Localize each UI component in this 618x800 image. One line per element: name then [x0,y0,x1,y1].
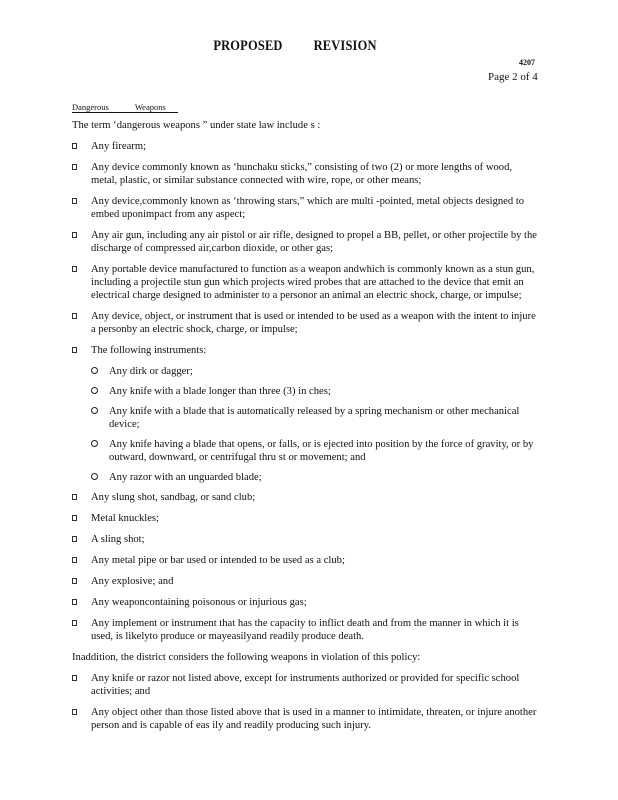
bullet-box-icon [72,578,77,584]
bullet-box-icon [72,675,77,681]
list-item: Any portable device manufactured to function as a weapon andwhich is commonly known as a stun gun, including a projectile stun gun which projects wired probes that are attached to the device that emit an electrical charge designed to administer to a personor an animal an electric shock, charge, or impulse; [72,263,538,302]
list-item: Any device commonly known as ‘hunchaku sticks,” consisting of two (2) or more lengths of wood, metal, plastic, or similar substance connected with wire, rope, or other means; [72,161,538,187]
intro-text: The term ‘dangerous weapons ” under state law include s : [72,120,321,131]
sub-list-item: Any dirk or dagger; [72,365,538,378]
list-item: Any air gun, including any air pistol or air rifle, designed to propel a BB, pellet, or other projectile by the discharge of compressed air,carbon dioxide, or other gas; [72,229,538,255]
title-word-revision: REVISION [313,38,377,54]
bullet-box-icon [72,599,77,605]
sub-list-item: Any knife having a blade that opens, or falls, or is ejected into position by the force of gravity, or by outward, downward, or centrifugal thru st or movement; and [72,438,538,464]
list-item: Any knife or razor not listed above, except for instruments authorized or provided for specific school activities; and [72,672,538,698]
list-item: Any device, object, or instrument that is used or intended to be used as a weapon with the intent to injure a personby an electric shock, charge, or impulse; [72,310,538,336]
circle-bullet-icon [91,473,98,480]
section-heading: Dangerous Weapons [72,102,178,113]
document-body [72,101,538,732]
sub-list-item: Any razor with an unguarded blade; [72,471,538,484]
list-item: The following instruments: [72,344,538,357]
addition-intro: Inaddition, the district considers the following weapons in violation of this policy: [72,652,421,663]
sub-list-item: Any knife with a blade that is automatically released by a spring mechanism or other mechanical device; [72,405,538,431]
list-item: A sling shot; [72,533,538,546]
circle-bullet-icon [91,367,98,374]
bullet-box-icon [72,164,77,170]
bullet-box-icon [72,709,77,715]
list-item: Any device,commonly known as ‘throwing stars,” which are multi -pointed, metal objects designed to embed uponimpact from any aspect; [72,195,538,221]
list-item: Any object other than those listed above that is used in a manner to intimidate, threaten, or injure another person and is capable of eas ily and readily producing such injury. [72,706,538,732]
policy-code: 4207 [519,58,535,67]
page-number: Page 2 of 4 [488,71,538,83]
bullet-box-icon [72,494,77,500]
list-item: Any explosive; and [72,575,538,588]
list-item: Any metal pipe or bar used or intended to be used as a club; [72,554,538,567]
list-item: Any weaponcontaining poisonous or injurious gas; [72,596,538,609]
bullet-box-icon [72,620,77,626]
page-title [41,38,548,55]
list-item: Any firearm; [72,140,538,153]
list-item: Any implement or instrument that has the capacity to inflict death and from the manner in which it is used, is likelyto produce or mayeasilyand readily produce death. [72,617,538,643]
bullet-box-icon [72,266,77,272]
list-item: Any slung shot, sandbag, or sand club; [72,491,538,504]
circle-bullet-icon [91,407,98,414]
title-word-proposed: PROPOSED [213,38,283,54]
bullet-box-icon [72,347,77,353]
sub-list-item: Any knife with a blade longer than three (3) in ches; [72,385,538,398]
bullet-box-icon [72,536,77,542]
list-item: Metal knuckles; [72,512,538,525]
bullet-box-icon [72,232,77,238]
bullet-box-icon [72,143,77,149]
bullet-box-icon [72,515,77,521]
circle-bullet-icon [91,387,98,394]
bullet-box-icon [72,557,77,563]
circle-bullet-icon [91,440,98,447]
bullet-box-icon [72,313,77,319]
bullet-box-icon [72,198,77,204]
